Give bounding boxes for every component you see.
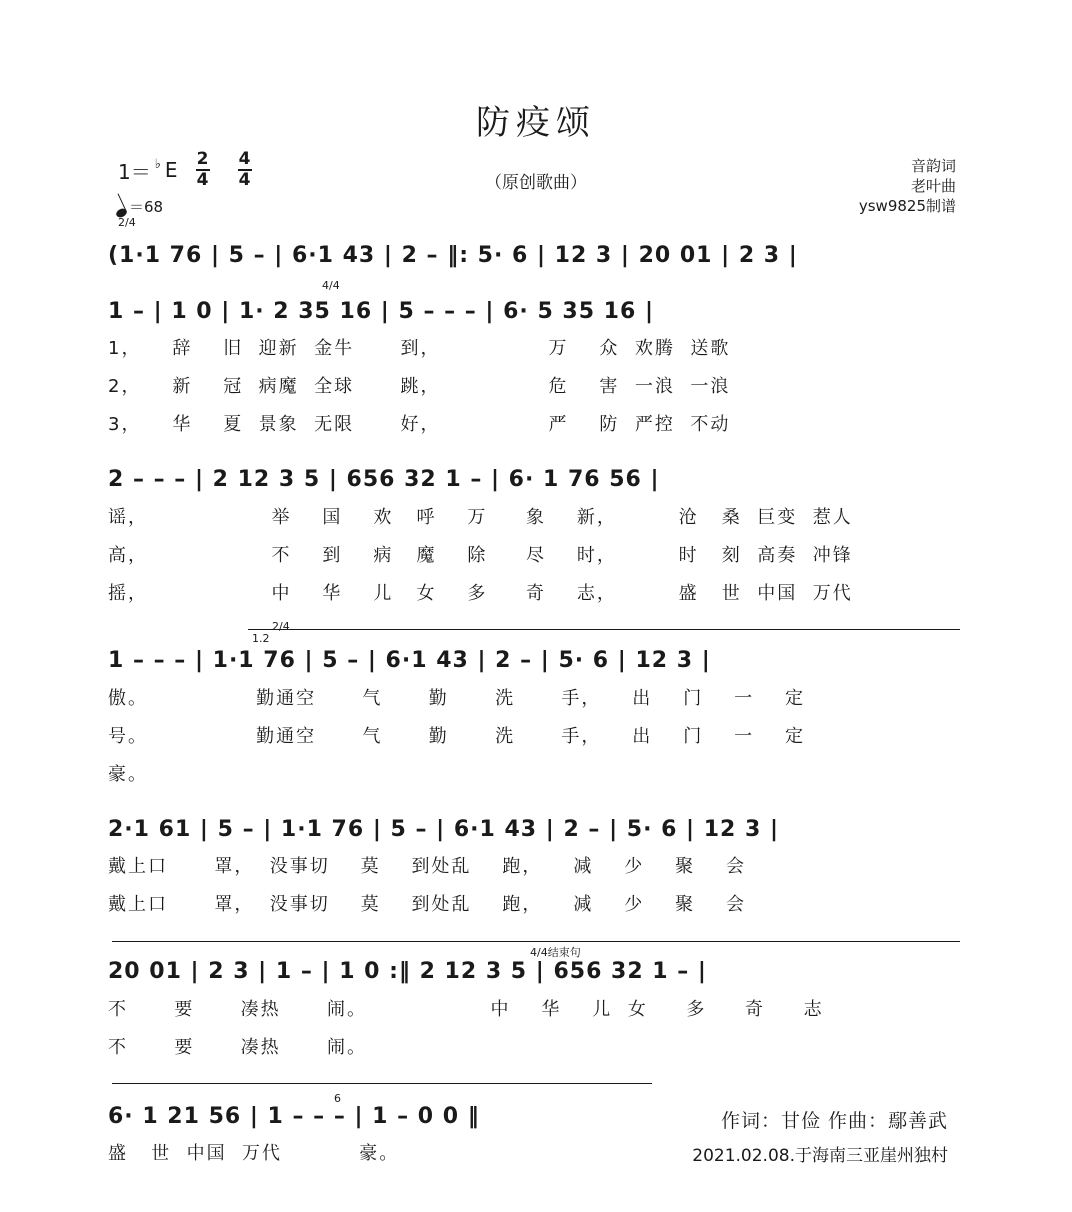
meter-mark: 2/4 <box>272 620 290 633</box>
time-sig-top: 2 <box>196 149 209 169</box>
lyric-verse-2: 不 要 凑热 闹。 <box>108 1037 367 1058</box>
time-signature <box>228 150 262 190</box>
key-signature <box>118 150 262 190</box>
volta-label: 1.2 <box>252 632 270 645</box>
key-note: E <box>164 158 178 182</box>
lyric-verse-1: 谣， 举 国 欢 呼 万 象 新， 沧 桑 巨变 惹人 <box>108 507 853 528</box>
lyric-verse-1: 傲。 勤通空 气 勤 洗 手， 出 门 一 定 <box>108 688 805 709</box>
meter-mark: 2/4 <box>118 216 136 229</box>
notation-line-2 <box>108 294 964 328</box>
lyric-verse-2: 号。 勤通空 气 勤 洗 手， 出 门 一 定 <box>108 726 805 747</box>
song-subtitle: （原创歌曲） <box>485 173 587 193</box>
engraver: ysw9825制谱 <box>858 197 956 215</box>
lyric-verse-1: 不 要 凑热 闹。 中 华 儿 女 多 奇 志 <box>108 999 824 1020</box>
lyric-verse-2: 2， 新 冠 病魔 全球 跳， 危 害 一浪 一浪 <box>108 376 731 397</box>
notation-text: 2 – – – | 2 12 3 5 | 656 32 1 – | 6· 1 76 56 | <box>108 466 660 492</box>
lyric-verse-1: 1， 辞 旧 迎新 金牛 到， 万 众 欢腾 送歌 <box>108 338 731 359</box>
lyric-verse-2: 高， 不 到 病 魔 除 尽 时， 时 刻 高奏 冲锋 <box>108 545 853 566</box>
credits <box>859 156 956 216</box>
notation-line-6 <box>108 954 964 988</box>
lyric-verse-3: 3， 华 夏 景象 无限 好， 严 防 严控 不动 <box>108 414 731 435</box>
lyric-verse-1: 戴上口 罩， 没事切 莫 到处乱 跑， 减 少 聚 会 <box>108 856 746 877</box>
lyric-verse-2: 戴上口 罩， 没事切 莫 到处乱 跑， 减 少 聚 会 <box>108 894 746 915</box>
notation-line-1 <box>108 238 964 272</box>
notation-line-7 <box>108 1099 668 1133</box>
time-sig-bottom: 4 <box>238 170 251 190</box>
notation-text: (1·1 76 | 5 – | 6·1 43 | 2 – ‖: 5· 6 | 12 3 | 20 01 | 2 3 | <box>108 242 798 268</box>
song-title: 防疫颂 <box>476 103 596 143</box>
lyric-verse-3: 豪。 <box>108 764 148 785</box>
meter-mark: 6 <box>334 1092 341 1105</box>
authors-credit: 作词：甘俭 作曲：鄢善武 <box>720 1110 948 1132</box>
notation-line-3 <box>108 462 964 496</box>
notation-text: 1 – – – | 1·1 76 | 5 – | 6·1 43 | 2 – | 5· 6 | 12 3 | <box>108 647 711 673</box>
notation-text: 6· 1 21 56 | 1 – – – | 1 – 0 0 ‖ <box>108 1103 480 1129</box>
ending-label: 4/4结束句 <box>530 946 581 959</box>
meter-mark: 4/4 <box>322 279 340 292</box>
volta-bracket <box>112 941 960 942</box>
notation-line-5 <box>108 812 964 846</box>
time-sig-top: 4 <box>238 149 251 169</box>
composer: 老叶曲 <box>910 177 956 195</box>
time-signature <box>186 150 220 190</box>
volta-bracket <box>112 1083 652 1084</box>
key-prefix: 1＝ <box>118 159 151 184</box>
flat-sign: ♭ <box>154 156 161 172</box>
volta-bracket <box>248 629 960 630</box>
tempo-marking <box>116 196 163 217</box>
time-sig-bottom: 4 <box>196 170 209 190</box>
notation-text: 2·1 61 | 5 – | 1·1 76 | 5 – | 6·1 43 | 2 – | 5· 6 | 12 3 | <box>108 816 780 842</box>
notation-text: 20 01 | 2 3 | 1 – | 1 0 :‖ 2 12 3 5 | 656 32 1 – | <box>108 958 707 984</box>
lyricist: 音韵词 <box>910 157 956 175</box>
tempo-value: ＝68 <box>129 198 164 216</box>
lyric-verse-3: 摇， 中 华 儿 女 多 奇 志， 盛 世 中国 万代 <box>108 583 853 604</box>
notation-line-4 <box>108 643 964 677</box>
lyric-final: 盛 世 中国 万代 豪。 <box>108 1143 400 1164</box>
date-place: 2021.02.08.于海南三亚崖州独村 <box>692 1146 948 1166</box>
notation-text: 1 – | 1 0 | 1· 2 35 16 | 5 – – – | 6· 5 35 16 | <box>108 298 654 324</box>
